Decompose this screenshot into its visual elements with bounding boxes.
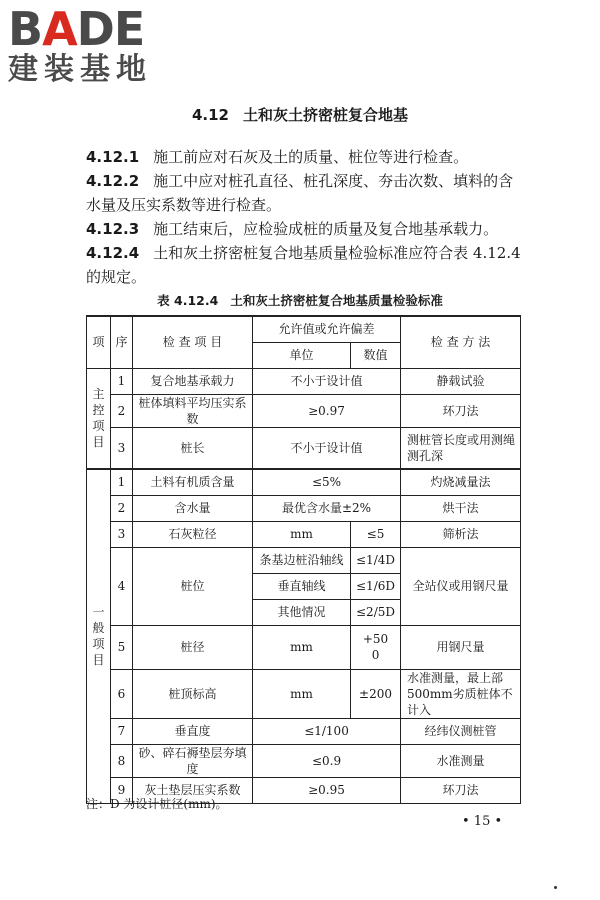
table-row [87,427,521,469]
page-number: • 15 • [462,814,503,829]
row-tolerance: ≥0.95 [253,777,401,803]
row-unit: mm [253,669,351,718]
paragraph-2 [86,169,526,217]
row-seq: 2 [111,394,133,427]
row-value: ≤5 [351,521,401,547]
row-method: 水准测量，最上部500mm劣质桩体不计入 [401,669,521,718]
table-note: 注：D 为设计桩径(mm)。 [86,797,228,811]
header-seq: 序 [111,316,133,368]
row-item: 复合地基承载力 [133,368,253,394]
clause-number: 4.12.4 [86,244,140,262]
row-method: 水准测量 [401,744,521,777]
row-item: 垂直度 [133,718,253,744]
row-seq: 4 [111,547,133,625]
header-method: 检 查 方 法 [401,316,521,368]
row-seq: 6 [111,669,133,718]
row-value [351,625,401,669]
paragraph-4 [86,241,526,289]
row-method: 用钢尺量 [401,625,521,669]
clause-number: 4.12.3 [86,220,140,238]
value-upper: +50 [362,632,389,646]
table-row [87,394,521,427]
row-seq: 1 [111,368,133,394]
general-category-label: 一般项目 [87,469,111,803]
row-item: 桩径 [133,625,253,669]
header-value: 数值 [351,342,401,368]
clause-text: 施工结束后，应检验成桩的质量及复合地基承载力。 [153,220,499,238]
row-item: 桩顶标高 [133,669,253,718]
bade-logo [8,4,178,88]
row-item: 桩长 [133,427,253,469]
row-tolerance: ≤1/100 [253,718,401,744]
row-method: 全站仪或用钢尺量 [401,547,521,625]
row-unit: 其他情况 [253,599,351,625]
row-tolerance: 最优含水量±2% [253,495,401,521]
table-title: 土和灰土挤密桩复合地基质量检验标准 [230,293,443,308]
row-seq: 8 [111,744,133,777]
scan-dot [554,886,557,889]
value-lower: 0 [371,648,380,662]
row-unit: 垂直轴线 [253,573,351,599]
row-tolerance: 不小于设计值 [253,427,401,469]
row-seq: 2 [111,495,133,521]
row-value: ≤1/6D [351,573,401,599]
row-unit: mm [253,521,351,547]
table-row [87,744,521,777]
header-item: 检 查 项 目 [133,316,253,368]
section-title: 土和灰土挤密桩复合地基 [243,106,409,124]
row-tolerance: ≤0.9 [253,744,401,777]
row-item: 砂、碎石褥垫层夯填度 [133,744,253,777]
logo-subtitle: 建装基地 [8,52,152,87]
row-value: ≤1/4D [351,547,401,573]
row-item: 桩位 [133,547,253,625]
row-value: ≤2/5D [351,599,401,625]
clause-text: 土和灰土挤密桩复合地基质量检验标准应符合表 4.12.4 的规定。 [86,244,521,286]
clause-text: 施工前应对石灰及土的质量、桩位等进行检查。 [153,148,469,166]
row-method: 静载试验 [401,368,521,394]
row-method: 筛析法 [401,521,521,547]
row-seq: 7 [111,718,133,744]
row-item: 灰土垫层压实系数 [133,777,253,803]
row-method: 经纬仪测桩管 [401,718,521,744]
clause-number: 4.12.1 [86,148,140,166]
table-row [87,469,521,495]
main-category-label: 主控项目 [87,368,111,469]
header-tolerance: 允许值或允许偏差 [253,316,401,342]
table-row [87,368,521,394]
row-tolerance: 不小于设计值 [253,368,401,394]
row-seq: 3 [111,427,133,469]
clause-number: 4.12.2 [86,172,140,190]
table-row [87,495,521,521]
section-heading [0,104,600,125]
clause-text: 施工中应对桩孔直径、桩孔深度、夯击次数、填料的含水量及压实系数等进行检查。 [86,172,514,214]
section-number: 4.12 [191,106,229,124]
table-row [87,521,521,547]
row-method: 烘干法 [401,495,521,521]
table-number: 表 4.12.4 [157,293,219,308]
table-row [87,669,521,718]
row-tolerance: ≥0.97 [253,394,401,427]
row-seq: 1 [111,469,133,495]
row-seq: 9 [111,777,133,803]
paragraph-1 [86,145,526,169]
row-method: 环刀法 [401,777,521,803]
row-value: ±200 [351,669,401,718]
row-method: 灼烧减量法 [401,469,521,495]
row-item: 土料有机质含量 [133,469,253,495]
row-unit: 条基边桩沿轴线 [253,547,351,573]
header-unit: 单位 [253,342,351,368]
header-category: 项 [87,316,111,368]
row-item: 石灰粒径 [133,521,253,547]
table-caption [0,291,600,309]
row-item: 含水量 [133,495,253,521]
logo-wordmark: BADE [8,2,145,56]
table-header-row [87,316,521,342]
row-item: 桩体填料平均压实系数 [133,394,253,427]
quality-standard-table [86,315,521,804]
row-method: 环刀法 [401,394,521,427]
row-seq: 5 [111,625,133,669]
row-unit: mm [253,625,351,669]
table-row [87,625,521,669]
row-tolerance: ≤5% [253,469,401,495]
table-row [87,547,521,573]
paragraph-3 [86,217,526,241]
table-row [87,718,521,744]
row-method: 测桩管长度或用测绳测孔深 [401,427,521,469]
row-seq: 3 [111,521,133,547]
